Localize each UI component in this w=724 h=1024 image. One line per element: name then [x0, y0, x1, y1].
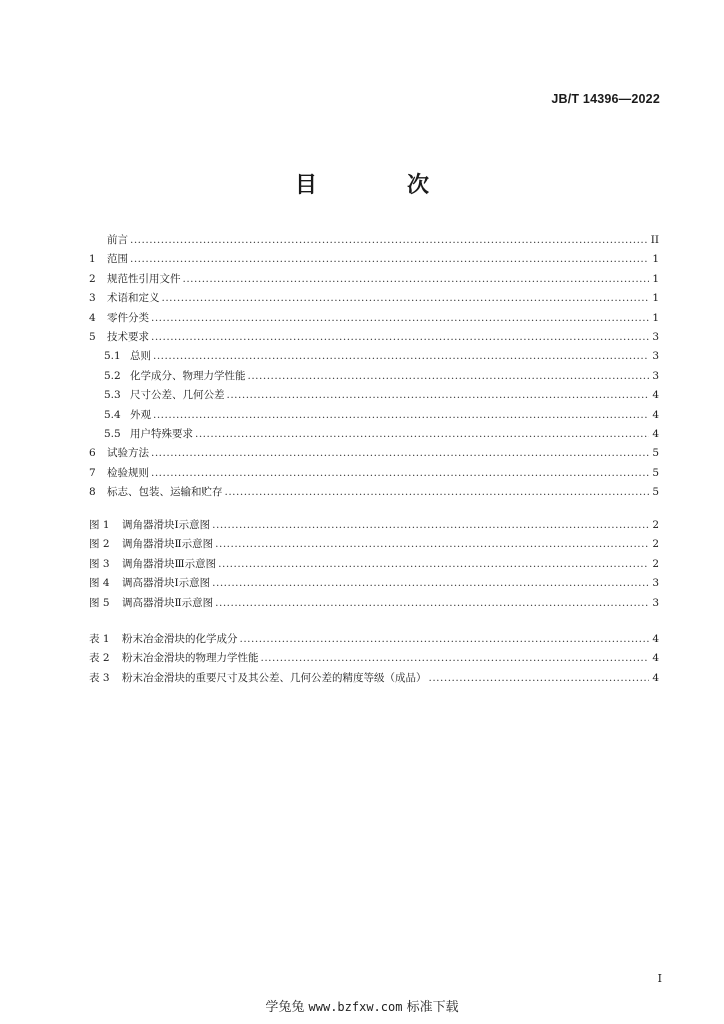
figure-entry-label: 调角器滑块Ⅲ示意图: [122, 557, 217, 570]
toc-sections: [89, 231, 659, 502]
figure-entry-number: 图 2: [89, 538, 110, 551]
figure-entry[interactable]: [89, 594, 659, 613]
leader-dots: [240, 630, 650, 649]
figure-entry-number: 图 1: [89, 519, 110, 531]
toc-entry[interactable]: [89, 231, 659, 250]
toc-entry[interactable]: [89, 270, 659, 289]
toc-entry-label: 零件分类: [107, 311, 149, 324]
leader-dots: [248, 367, 650, 386]
toc-subentry[interactable]: [89, 347, 659, 366]
toc-entry-number: 5.4: [104, 408, 121, 421]
toc-entry[interactable]: [89, 309, 659, 328]
table-entry-number: 表 3: [89, 671, 110, 684]
toc-entry-page: 4: [652, 389, 659, 402]
toc-subentry[interactable]: [89, 406, 659, 425]
figure-entry-number: 图 3: [89, 557, 110, 570]
toc-entry-label: 用户特殊要求: [130, 427, 193, 440]
toc-entry-label: 范围: [107, 253, 128, 266]
toc-entry-number: 6: [89, 447, 96, 460]
figure-entry-label: 调高器滑块Ⅰ示意图: [122, 577, 211, 590]
toc-entry-page: 3: [652, 330, 659, 343]
watermark: [0, 996, 724, 1015]
toc-figures: [89, 516, 659, 613]
toc-entry-page: 3: [652, 369, 659, 382]
table-entry-label: 粉末冶金滑块的物理力学性能: [122, 652, 259, 665]
leader-dots: [227, 386, 650, 405]
toc-subentry[interactable]: [89, 425, 659, 444]
toc-tables: [89, 630, 659, 688]
toc-entry-label: 试验方法: [107, 447, 149, 460]
toc-entry-page: 4: [652, 427, 659, 440]
figure-entry-label: 调高器滑块Ⅱ示意图: [122, 596, 214, 609]
leader-dots: [151, 444, 649, 463]
toc-subentry[interactable]: [89, 386, 659, 405]
toc-entry-page: 1: [652, 311, 659, 324]
watermark-suffix: 标准下载: [406, 1000, 459, 1015]
figure-entry[interactable]: [89, 574, 659, 593]
toc-entry-label: 化学成分、物理力学性能: [130, 369, 246, 382]
toc-subentry[interactable]: [89, 367, 659, 386]
toc-entry-label: 标志、包装、运输和贮存: [107, 486, 223, 499]
figure-entry-page: 2: [652, 557, 659, 570]
table-entry[interactable]: [89, 669, 659, 688]
toc-entry-number: 5.1: [104, 350, 121, 363]
toc-entry-page: 5: [652, 466, 659, 479]
page-title: 目 次: [294, 172, 463, 198]
leader-dots: [151, 309, 649, 328]
figure-entry-label: 调角器滑块Ⅰ示意图: [122, 519, 211, 531]
toc-entry-number: 5: [89, 330, 96, 343]
figure-entry[interactable]: [89, 555, 659, 574]
leader-dots: [130, 231, 649, 250]
toc-entry-number: 3: [89, 292, 96, 305]
toc-entry-label: 前言: [107, 234, 128, 246]
figure-entry-label: 调角器滑块Ⅱ示意图: [122, 538, 214, 551]
toc-entry-page: 4: [652, 408, 659, 421]
toc-entry-page: 5: [652, 447, 659, 460]
toc-entry[interactable]: [89, 483, 659, 502]
toc-entry[interactable]: [89, 289, 659, 308]
watermark-prefix: 学兔兔: [265, 1000, 305, 1015]
toc-entry-page: 3: [652, 350, 659, 363]
leader-dots: [162, 289, 650, 308]
toc-entry-number: 7: [89, 466, 96, 479]
leader-dots: [218, 555, 649, 574]
leader-dots: [225, 483, 650, 502]
page-number: I: [657, 972, 662, 985]
toc-entry-number: 5.5: [104, 427, 121, 440]
toc-entry-label: 尺寸公差、几何公差: [130, 389, 225, 402]
toc-entry[interactable]: [89, 444, 659, 463]
standard-number: JB/T 14396—2022: [551, 92, 660, 106]
leader-dots: [215, 594, 649, 613]
toc-entry[interactable]: [89, 464, 659, 483]
leader-dots: [195, 425, 649, 444]
figure-entry-page: 3: [652, 596, 659, 609]
table-entry[interactable]: [89, 649, 659, 668]
leader-dots: [130, 250, 649, 269]
toc-entry-page: 1: [652, 253, 659, 266]
toc-entry-number: 5.3: [104, 389, 121, 402]
toc-entry[interactable]: [89, 250, 659, 269]
watermark-url[interactable]: www.bzfxw.com: [308, 1000, 403, 1014]
toc-entry-page: II: [650, 234, 659, 246]
toc-entry-number: 1: [89, 253, 96, 266]
leader-dots: [212, 574, 649, 593]
leader-dots: [153, 406, 649, 425]
figure-entry-page: 2: [652, 538, 659, 551]
leader-dots: [151, 464, 649, 483]
toc-entry-page: 1: [652, 272, 659, 285]
toc-entry-number: 4: [89, 311, 96, 324]
toc-entry-label: 检验规则: [107, 466, 149, 479]
table-entry[interactable]: [89, 630, 659, 649]
figure-entry-number: 图 5: [89, 596, 110, 609]
toc-entry-label: 外观: [130, 408, 151, 421]
toc-entry-page: 5: [652, 486, 659, 499]
toc-entry-number: 8: [89, 486, 96, 499]
figure-entry[interactable]: [89, 516, 659, 535]
leader-dots: [429, 669, 650, 688]
toc-entry-label: 术语和定义: [107, 292, 160, 305]
table-entry-page: 4: [652, 671, 659, 684]
toc-entry[interactable]: [89, 328, 659, 347]
table-entry-label: 粉末冶金滑块的化学成分: [122, 633, 238, 645]
toc-entry-label: 技术要求: [107, 330, 149, 343]
toc-entry-page: 1: [652, 292, 659, 305]
figure-entry-page: 2: [652, 519, 659, 531]
toc-entry-label: 规范性引用文件: [107, 272, 181, 285]
table-entry-number: 表 2: [89, 652, 110, 665]
figure-entry-page: 3: [652, 577, 659, 590]
leader-dots: [183, 270, 650, 289]
table-entry-label: 粉末冶金滑块的重要尺寸及其公差、几何公差的精度等级（成品）: [122, 671, 427, 684]
toc-entry-number: 2: [89, 272, 96, 285]
table-entry-number: 表 1: [89, 633, 110, 645]
figure-entry-number: 图 4: [89, 577, 110, 590]
table-entry-page: 4: [652, 652, 659, 665]
figure-entry[interactable]: [89, 535, 659, 554]
table-entry-page: 4: [652, 633, 659, 645]
leader-dots: [215, 535, 649, 554]
leader-dots: [151, 328, 649, 347]
toc-entry-label: 总则: [130, 350, 151, 363]
toc-entry-number: 5.2: [104, 369, 121, 382]
leader-dots: [212, 516, 649, 535]
leader-dots: [261, 649, 650, 668]
leader-dots: [153, 347, 649, 366]
